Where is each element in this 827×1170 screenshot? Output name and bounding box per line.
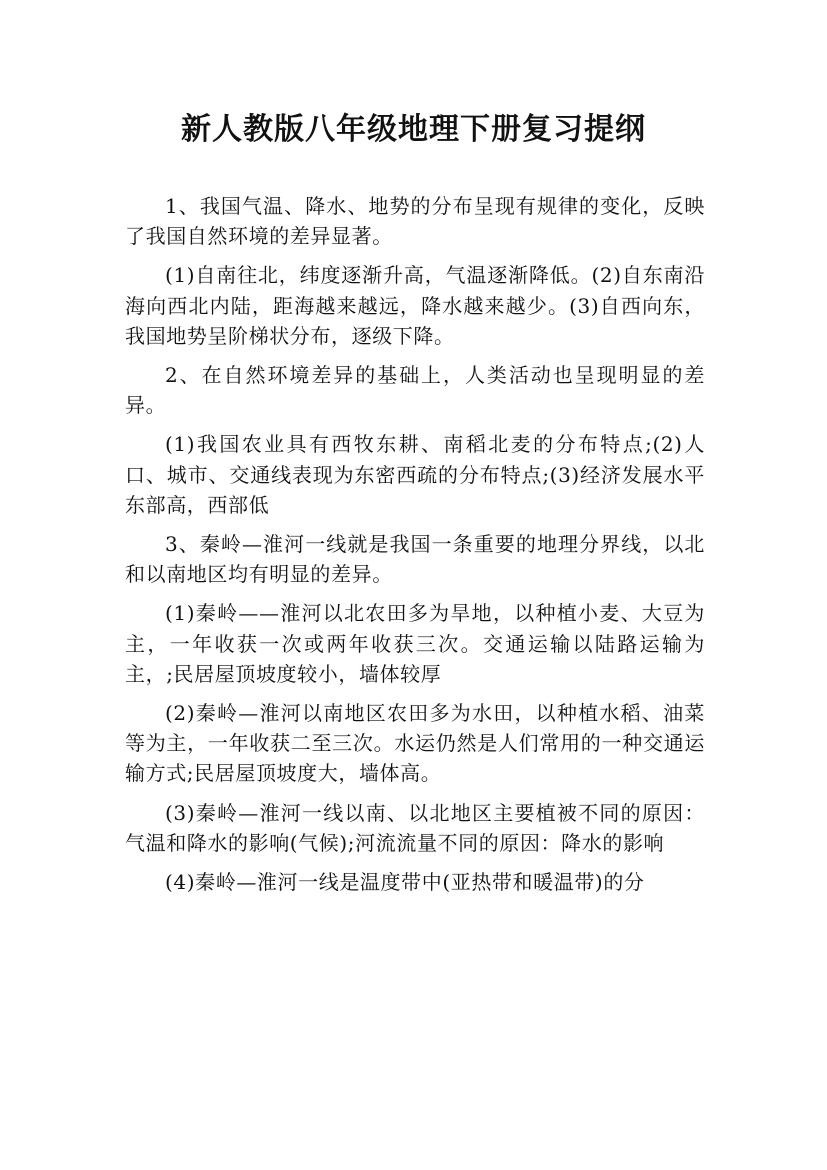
document-title: 新人教版八年级地理下册复习提纲: [181, 112, 646, 147]
document-body: [125, 191, 705, 906]
paragraph-9: (4)秦岭—淮河一线是温度带中(亚热带和暖温带)的分: [165, 870, 645, 895]
paragraph-1: 1、我国气温、降水、地势的分布呈现有规律的变化，反映了我国自然环境的差异显著。: [125, 194, 705, 249]
paragraph-7: (2)秦岭—淮河以南地区农田多为水田，以种植水稻、油菜等为主，一年收获二至三次。水运仍然是人们常用的一种交通运输方式;民居屋顶坡度大，墙体高。: [125, 701, 705, 786]
paragraph-4: (1)我国农业具有西牧东耕、南稻北麦的分布特点;(2)人口、城市、交通线表现为东密西疏的分布特点;(3)经济发展水平东部高，西部低: [125, 432, 705, 517]
paragraph-3: 2、在自然环境差异的基础上，人类活动也呈现明显的差异。: [125, 363, 705, 418]
paragraph-5: 3、秦岭—淮河一线就是我国一条重要的地理分界线，以北和以南地区均有明显的差异。: [125, 532, 705, 587]
paragraph-2: (1)自南往北，纬度逐渐升高，气温逐渐降低。(2)自东南沿海向西北内陆，距海越来越远，降水越来越少。(3)自西向东，我国地势呈阶梯状分布，逐级下降。: [125, 263, 705, 348]
paragraph-8: (3)秦岭—淮河一线以南、以北地区主要植被不同的原因：气温和降水的影响(气候);河流流量不同的原因：降水的影响: [125, 800, 705, 855]
paragraph-6: (1)秦岭——淮河以北农田多为旱地，以种植小麦、大豆为主，一年收获一次或两年收获三次。交通运输以陆路运输为主，;民居屋顶坡度较小，墙体较厚: [125, 601, 705, 686]
